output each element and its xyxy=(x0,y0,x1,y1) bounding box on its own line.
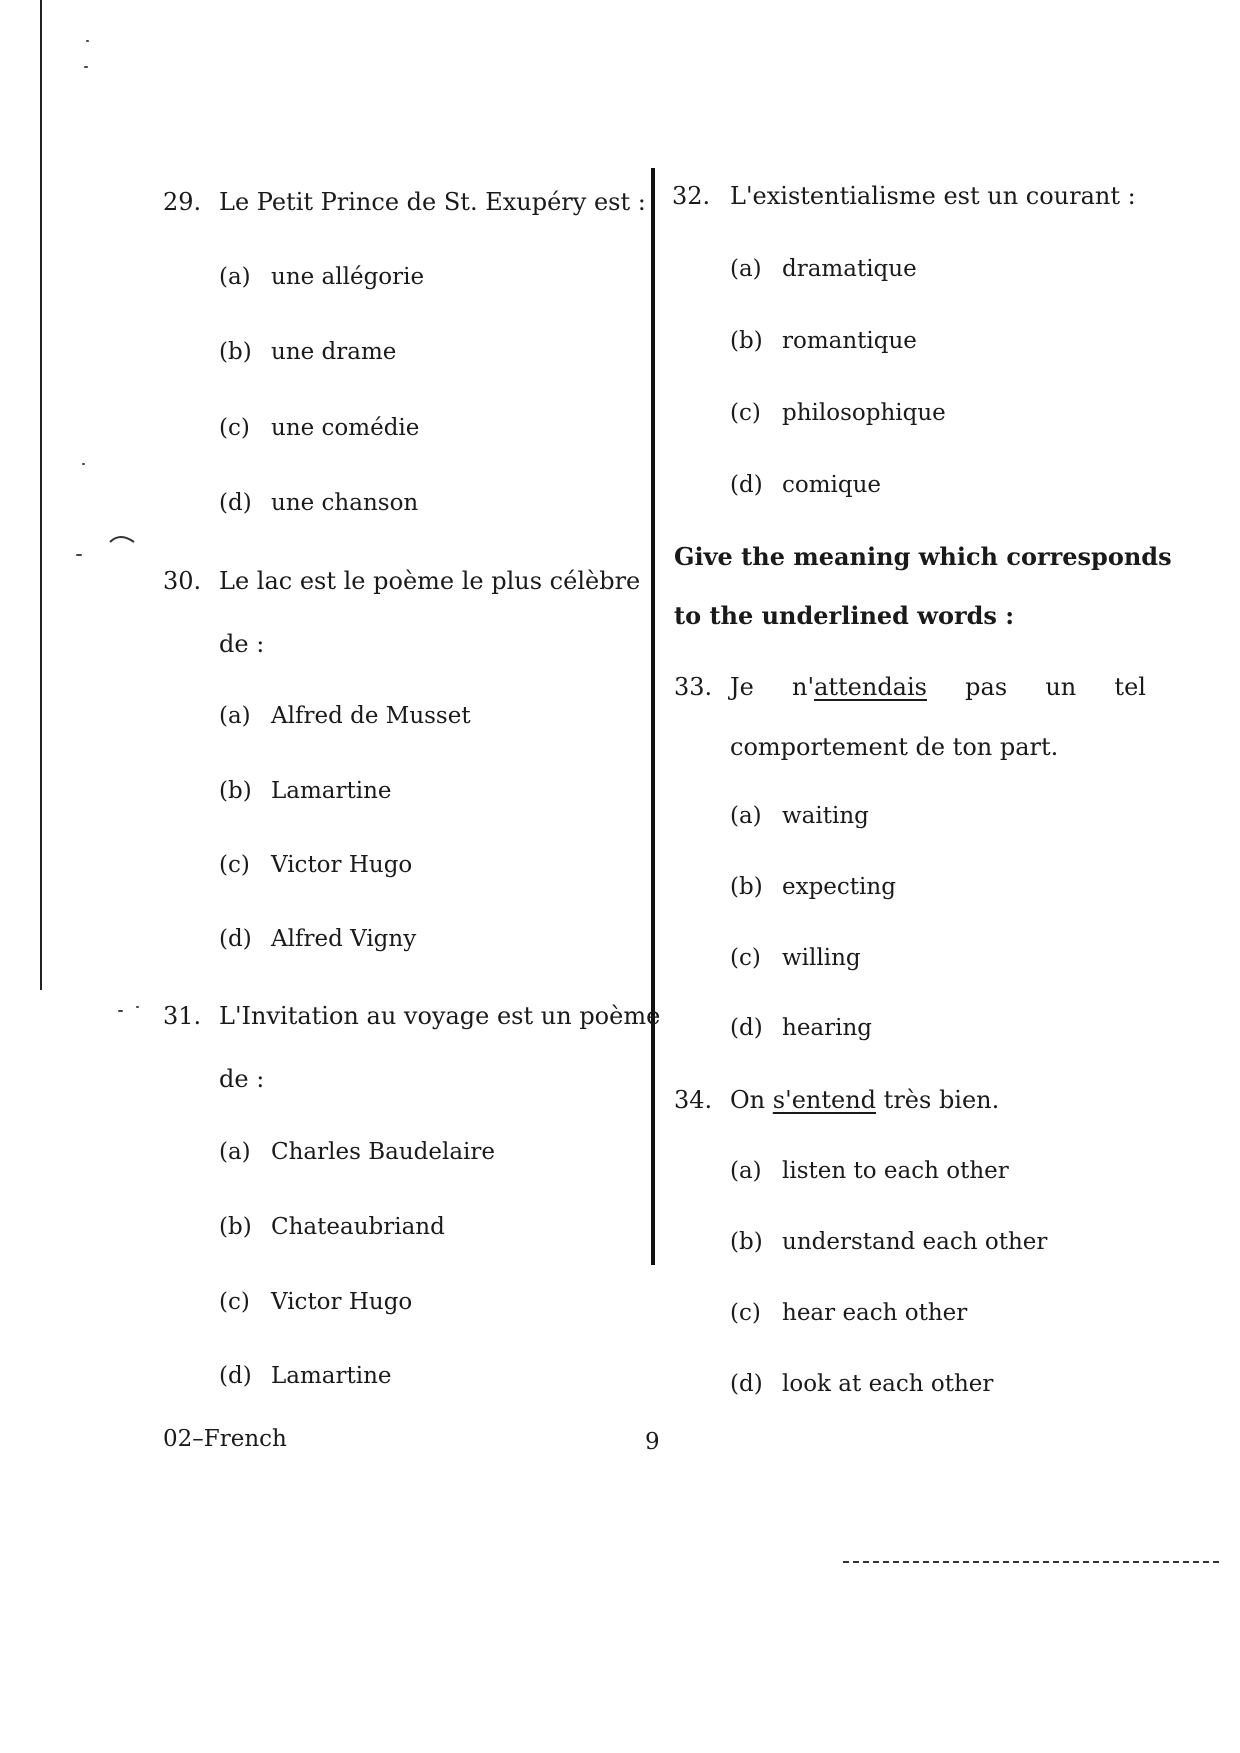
option-letter: (b) xyxy=(730,874,763,900)
option-letter: (d) xyxy=(219,1363,252,1389)
word: tel xyxy=(1114,673,1146,701)
question-text-line1: Le lac est le poème le plus célèbre xyxy=(219,567,641,595)
underlined-word: attendais xyxy=(814,673,927,701)
word: un xyxy=(1045,673,1077,701)
word: très bien. xyxy=(883,1086,1000,1114)
option-letter: (c) xyxy=(730,400,761,426)
option-letter: (a) xyxy=(730,1158,762,1184)
question-text: Le Petit Prince de St. Exupéry est : xyxy=(219,188,646,216)
option-text: listen to each other xyxy=(782,1158,1009,1184)
option-letter: (a) xyxy=(219,1139,251,1165)
question-number: 31. xyxy=(163,1002,202,1030)
column-divider xyxy=(651,168,655,1265)
question-number: 33. xyxy=(674,673,713,701)
option-text: romantique xyxy=(782,328,917,354)
option-letter: (a) xyxy=(219,264,251,290)
instruction-line2: to the underlined words : xyxy=(674,601,1015,630)
question-text xyxy=(730,1088,999,1112)
option-text: Lamartine xyxy=(271,778,392,804)
question-text-line1 xyxy=(730,675,1146,699)
question-text-line1: L'Invitation au voyage est un poème xyxy=(219,1002,661,1030)
option-letter: (b) xyxy=(730,1229,763,1255)
option-text: philosophique xyxy=(782,400,946,426)
option-letter: (a) xyxy=(730,803,762,829)
option-text: une drame xyxy=(271,339,397,365)
option-letter: (c) xyxy=(219,1289,250,1315)
option-text: Victor Hugo xyxy=(271,852,413,878)
option-text: willing xyxy=(782,945,861,971)
option-letter: (d) xyxy=(730,1371,763,1397)
scan-speck xyxy=(86,40,89,42)
option-text: une allégorie xyxy=(271,264,425,290)
question-number: 30. xyxy=(163,567,202,595)
scan-speck xyxy=(136,1006,139,1008)
question-text-line2: comportement de ton part. xyxy=(730,733,1059,761)
scan-speck xyxy=(118,1010,123,1012)
paper-code: 02–French xyxy=(163,1426,287,1452)
option-letter: (b) xyxy=(219,1214,252,1240)
option-letter: (d) xyxy=(730,472,763,498)
option-letter: (c) xyxy=(219,852,250,878)
question-text: L'existentialisme est un courant : xyxy=(730,182,1136,210)
question-number: 34. xyxy=(674,1086,713,1114)
option-letter: (a) xyxy=(730,256,762,282)
word: Je xyxy=(730,673,754,701)
option-letter: (a) xyxy=(219,703,251,729)
word: n' xyxy=(792,673,815,701)
option-text: hearing xyxy=(782,1015,873,1041)
question-text-line2: de : xyxy=(219,630,265,658)
option-text: Charles Baudelaire xyxy=(271,1139,495,1165)
underlined-word: s'entend xyxy=(772,1086,877,1114)
option-letter: (c) xyxy=(219,415,250,441)
option-letter: (b) xyxy=(219,778,252,804)
option-text: Lamartine xyxy=(271,1363,392,1389)
option-letter: (b) xyxy=(730,328,763,354)
option-text: look at each other xyxy=(782,1371,994,1397)
option-letter: (b) xyxy=(219,339,252,365)
option-letter: (c) xyxy=(730,945,761,971)
scan-speck xyxy=(76,554,82,556)
word: On xyxy=(730,1086,766,1114)
option-text: understand each other xyxy=(782,1229,1048,1255)
scan-speck xyxy=(82,463,85,465)
option-text: Alfred de Musset xyxy=(271,703,471,729)
question-number: 32. xyxy=(672,182,711,210)
option-text: hear each other xyxy=(782,1300,968,1326)
option-text: Alfred Vigny xyxy=(271,926,417,952)
option-text: dramatique xyxy=(782,256,917,282)
option-text: une comédie xyxy=(271,415,420,441)
option-text: Victor Hugo xyxy=(271,1289,413,1315)
scan-edge-line xyxy=(40,0,42,990)
word: pas xyxy=(965,673,1008,701)
page-number: 9 xyxy=(645,1429,660,1455)
option-text: comique xyxy=(782,472,882,498)
option-text: expecting xyxy=(782,874,896,900)
question-number: 29. xyxy=(163,188,202,216)
option-letter: (c) xyxy=(730,1300,761,1326)
option-letter: (d) xyxy=(730,1015,763,1041)
option-letter: (d) xyxy=(219,926,252,952)
option-text: Chateaubriand xyxy=(271,1214,445,1240)
option-letter: (d) xyxy=(219,490,252,516)
scan-mark xyxy=(108,530,138,546)
option-text: une chanson xyxy=(271,490,419,516)
word-group xyxy=(792,675,927,699)
dashed-rule xyxy=(843,1561,1219,1563)
instruction-line1: Give the meaning which corresponds xyxy=(674,542,1172,571)
question-text-line2: de : xyxy=(219,1065,265,1093)
option-text: waiting xyxy=(782,803,869,829)
scan-speck xyxy=(84,66,88,68)
